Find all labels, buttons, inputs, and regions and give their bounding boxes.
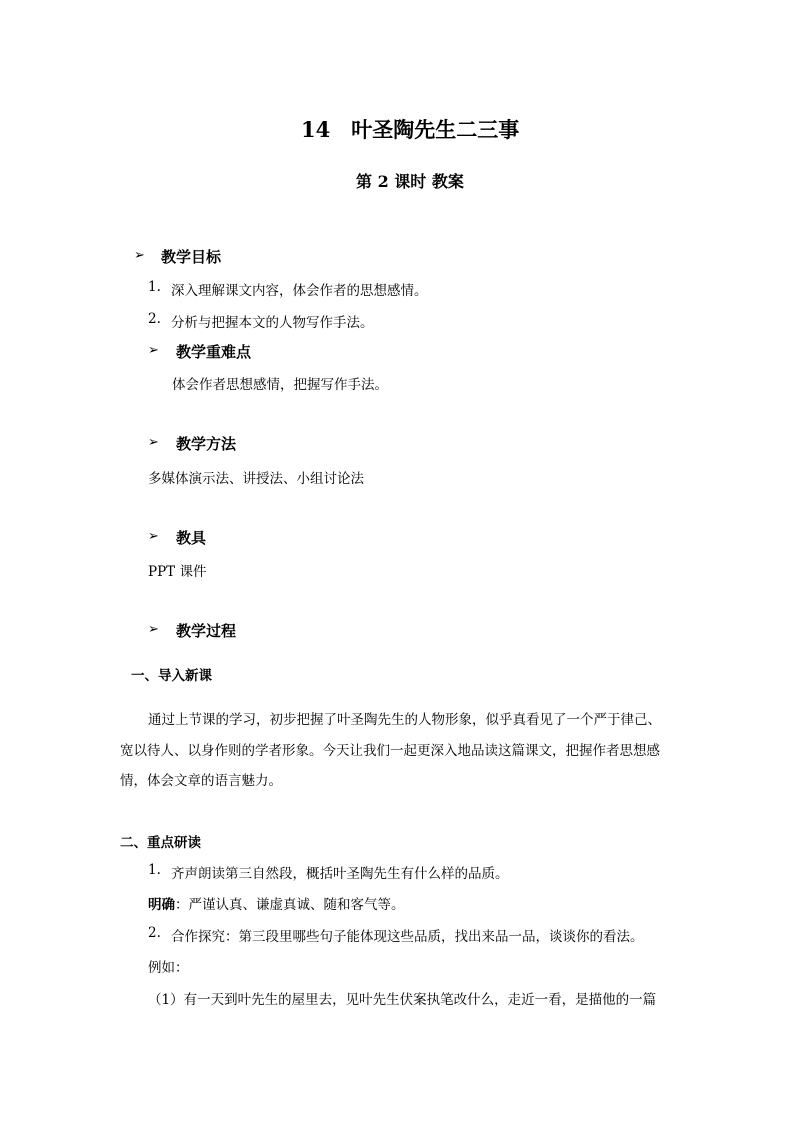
part2-heading: 二、重点研读 [120, 835, 201, 851]
arrow-bullet-icon: ➢ [148, 343, 159, 358]
list-number: 1. [148, 279, 161, 295]
list-number: 2. [148, 311, 161, 327]
arrow-bullet-icon: ➢ [134, 248, 145, 263]
goal-item-2: 分析与把握本文的人物写作手法。 [171, 315, 374, 331]
part2-item-1: 齐声朗读第三自然段，概括叶圣陶先生有什么样的品质。 [171, 866, 509, 882]
part1-paragraph-line: 情，体会文章的语言魅力。 [120, 773, 282, 789]
arrow-bullet-icon: ➢ [148, 622, 159, 637]
answer-line [148, 893, 405, 913]
arrow-bullet-icon: ➢ [148, 529, 159, 544]
answer-label: 明确 [148, 897, 175, 913]
list-number: 1. [148, 862, 161, 878]
section-heading-process: 教学过程 [176, 622, 237, 640]
list-number: 2. [148, 925, 161, 941]
section-heading-key-points: 教学重难点 [176, 343, 252, 361]
part1-heading: 一、导入新课 [131, 668, 212, 684]
part2-item-2: 合作探究：第三段里哪些句子能体现这些品质，找出来品一品，谈谈你的看法。 [171, 929, 644, 945]
arrow-bullet-icon: ➢ [148, 435, 159, 450]
section-heading-goals: 教学目标 [161, 248, 222, 266]
key-points-text: 体会作者思想感情，把握写作手法。 [172, 377, 388, 393]
tools-text: PPT 课件 [148, 564, 207, 580]
goal-item-1: 深入理解课文内容，体会作者的思想感情。 [171, 283, 428, 299]
part1-paragraph-line: 宽以待人、以身作则的学者形象。今天让我们一起更深入地品读这篇课文，把握作者思想感 [120, 743, 660, 759]
page-subtitle: 第 2 课时 教案 [356, 172, 464, 191]
part1-paragraph-line: 通过上节课的学习，初步把握了叶圣陶先生的人物形象，似乎真看见了一个严于律己、 [148, 712, 661, 728]
section-heading-methods: 教学方法 [176, 435, 237, 453]
section-heading-tools: 教具 [176, 529, 207, 547]
example-label: 例如： [148, 960, 189, 976]
methods-text: 多媒体演示法、讲授法、小组讨论法 [148, 471, 364, 487]
page-title: 14 叶圣陶先生二三事 [301, 117, 520, 142]
example-1-line: （1）有一天到叶先生的屋里去，见叶先生伏案执笔改什么，走近一看，是描他的一篇 [148, 992, 657, 1008]
answer-text: ：严谨认真、谦虚真诚、随和客气等。 [175, 897, 405, 913]
